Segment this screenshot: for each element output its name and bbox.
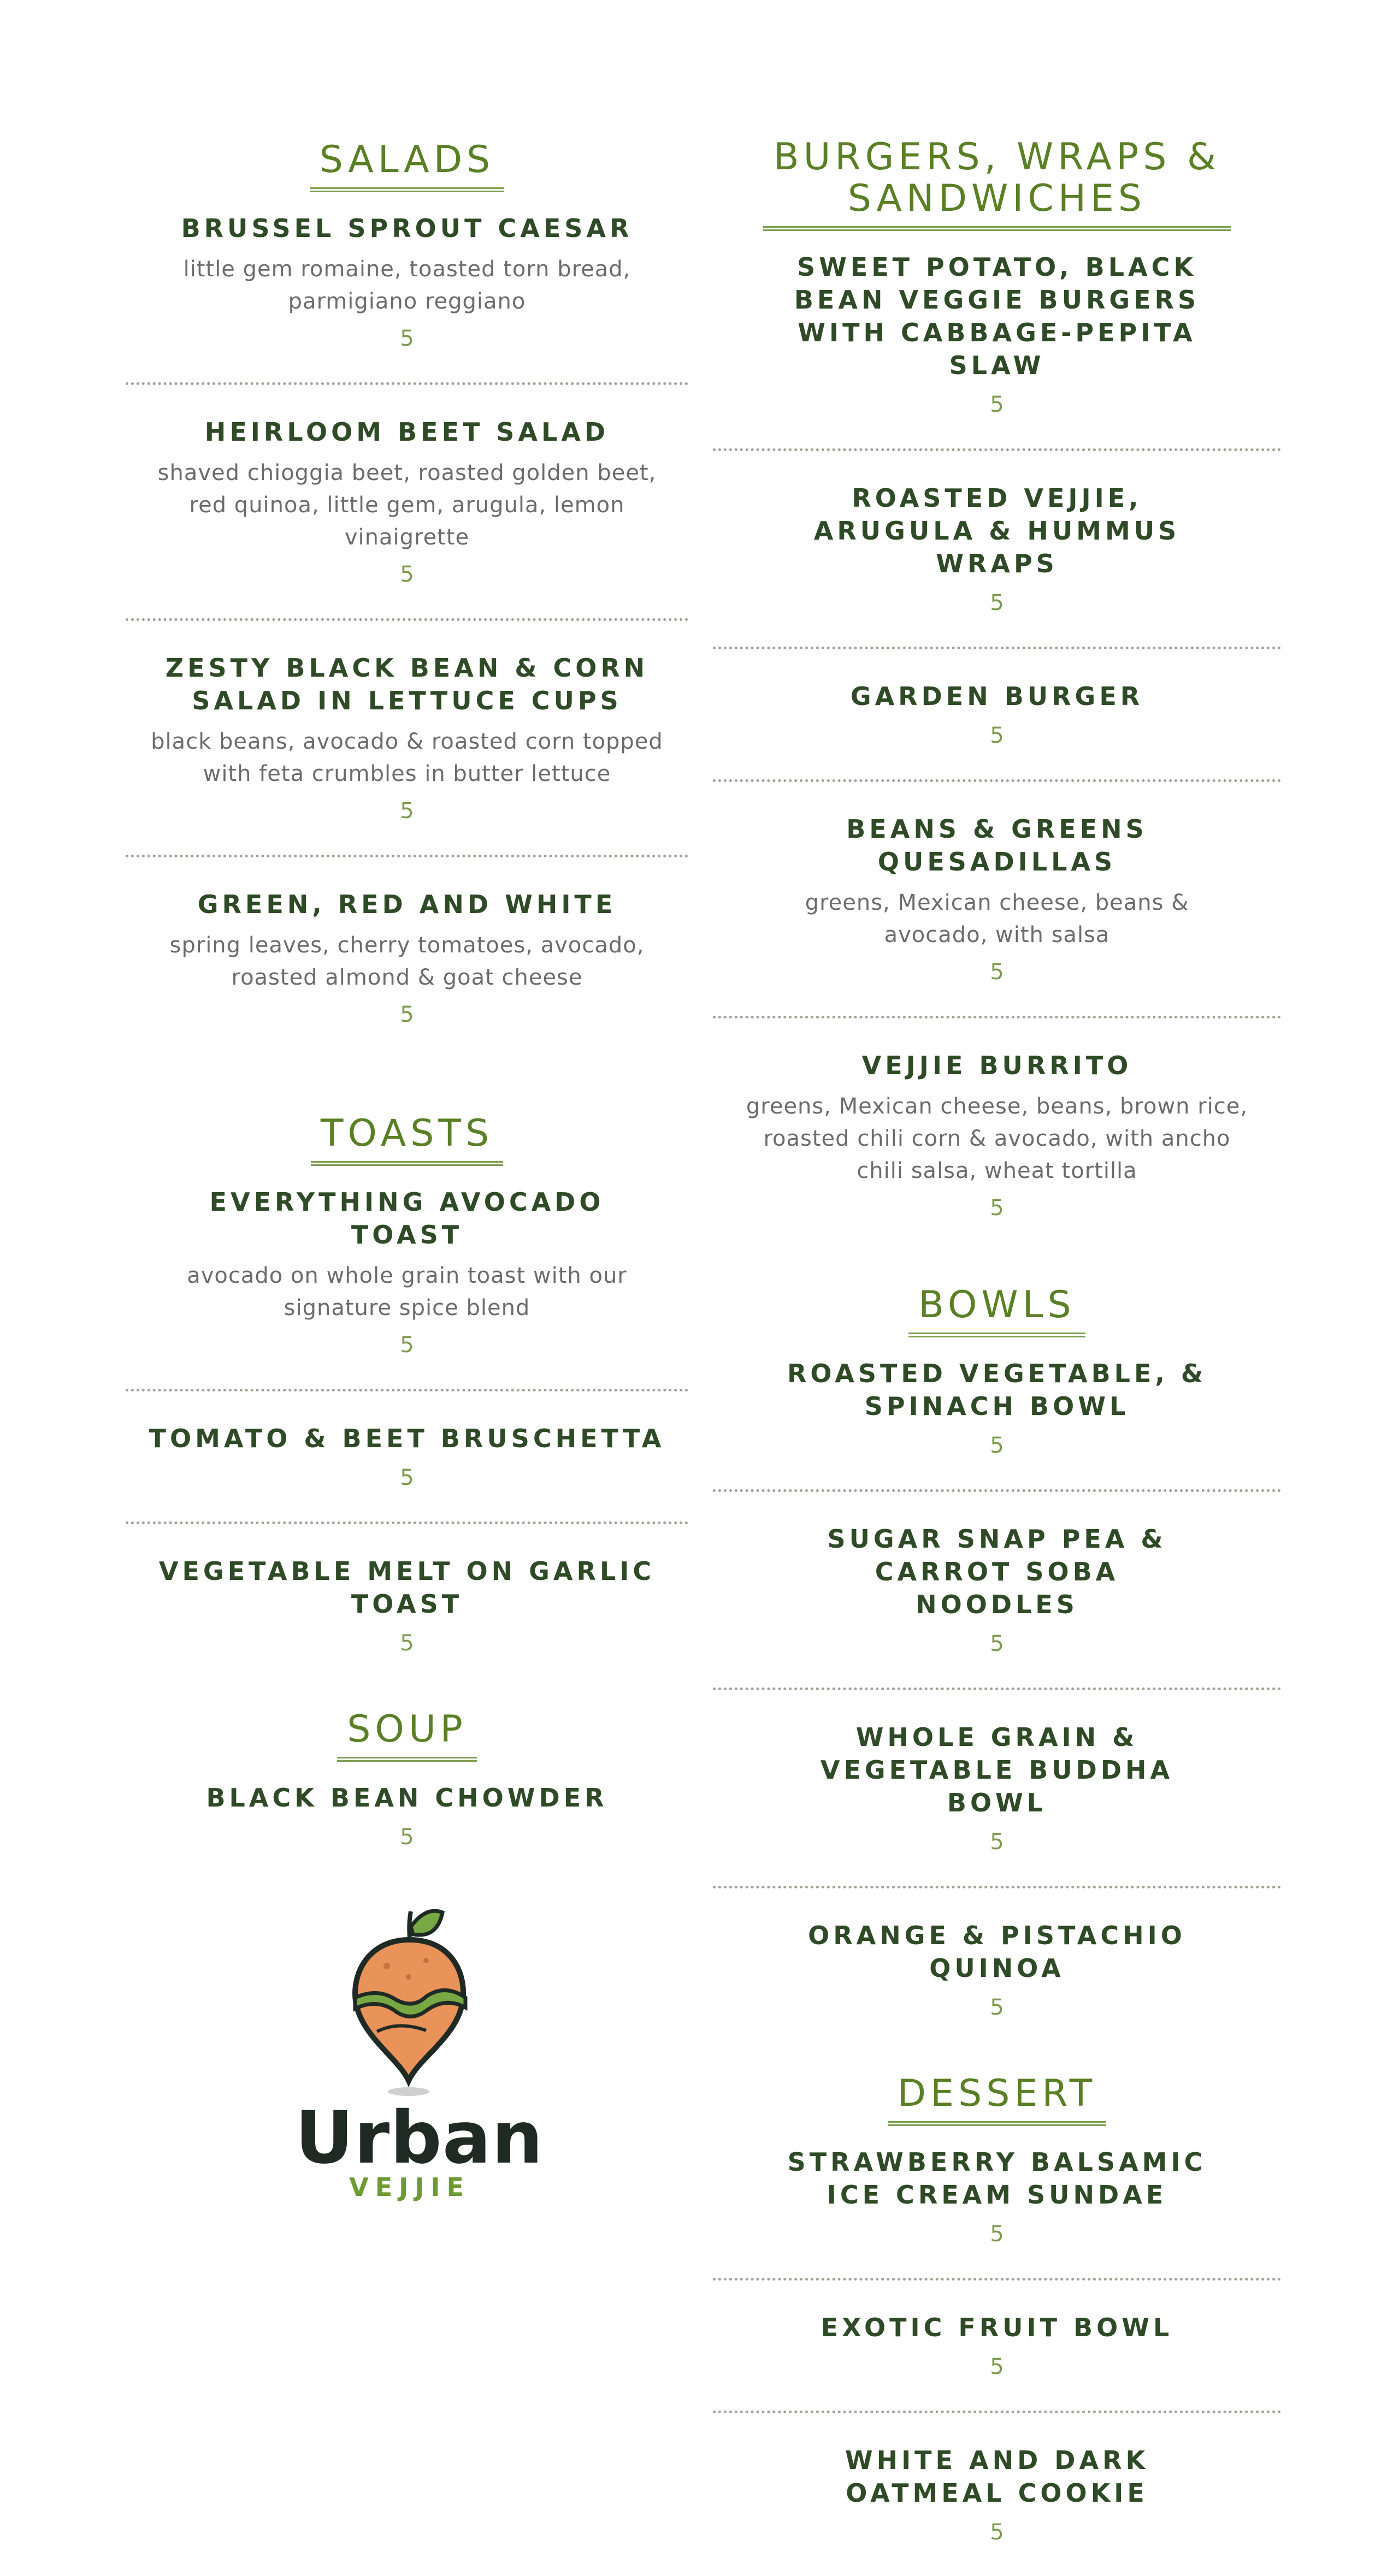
item-price: 5: [990, 1829, 1004, 1855]
item-price: 5: [990, 1433, 1004, 1458]
menu-item: [126, 192, 688, 385]
item-price: 5: [990, 590, 1004, 615]
logo-wordmark: Urban: [295, 2096, 544, 2180]
right-column: [713, 137, 1281, 2576]
item-name: ORANGE & PISTACHIO QUINOA: [808, 1921, 1186, 1983]
item-name: EXOTIC FRUIT BOWL: [821, 2313, 1173, 2342]
menu-item: [713, 1337, 1281, 1492]
item-price: 5: [990, 960, 1004, 985]
menu-item: [713, 1888, 1281, 2051]
section-dessert: [713, 2073, 1281, 2576]
section-title: BOWLS: [908, 1284, 1085, 1337]
item-name: GREEN, RED AND WHITE: [197, 890, 617, 919]
item-price: 5: [400, 326, 414, 351]
item-price: 5: [990, 2222, 1004, 2247]
item-description: avocado on whole grain toast with our signature spice blend: [187, 1263, 627, 1320]
item-name: STRAWBERRY BALSAMIC ICE CREAM SUNDAE: [787, 2147, 1207, 2210]
section-title: TOASTS: [311, 1113, 503, 1166]
item-price: 5: [990, 1631, 1004, 1656]
left-column: [126, 139, 688, 1881]
brand-logo: [295, 1900, 544, 2206]
logo-subtitle: VEJJIE: [349, 2172, 470, 2202]
item-description: spring leaves, cherry tomatoes, avocado, roasted almond & goat cheese: [169, 933, 645, 990]
item-name: HEIRLOOM BEET SALAD: [204, 417, 610, 447]
item-price: 5: [990, 1195, 1004, 1221]
section-title: SALADS: [310, 139, 504, 192]
item-price: 5: [400, 1631, 414, 1656]
item-price: 5: [400, 1825, 414, 1850]
menu-item: [713, 2126, 1281, 2281]
menu-item: [126, 1762, 688, 1881]
item-description: greens, Mexican cheese, beans, brown rice, roasted chili corn & avocado, with ancho chili salsa, wheat tortilla: [746, 1094, 1248, 1183]
item-name: EVERYTHING AVOCADO TOAST: [209, 1187, 605, 1249]
item-name: WHOLE GRAIN & VEGETABLE BUDDHA BOWL: [820, 1722, 1174, 1817]
item-name: SWEET POTATO, BLACK BEAN VEGGIE BURGERS WITH CABBAGE-PEPITA SLAW: [794, 252, 1200, 380]
item-price: 5: [990, 1995, 1004, 2020]
item-name: VEGETABLE MELT ON GARLIC TOAST: [158, 1556, 656, 1619]
menu-item: [126, 621, 688, 857]
item-name: GARDEN BURGER: [850, 682, 1144, 711]
menu-item: [713, 451, 1281, 649]
menu-item: [713, 1492, 1281, 1690]
item-name: SUGAR SNAP PEA & CARROT SOBA NOODLES: [827, 1524, 1167, 1619]
section-bowls: [713, 1284, 1281, 2051]
menu-item: [713, 1690, 1281, 1888]
item-price: 5: [400, 798, 414, 824]
section-title: DESSERT: [888, 2073, 1106, 2126]
item-price: 5: [990, 2520, 1004, 2545]
item-name: WHITE AND DARK OATMEAL COOKIE: [845, 2445, 1149, 2508]
item-name: VEJJIE BURRITO: [861, 1051, 1132, 1080]
menu-item: [713, 2413, 1281, 2576]
item-description: greens, Mexican cheese, beans & avocado, with salsa: [805, 890, 1189, 948]
section-salads: [126, 139, 688, 1058]
item-price: 5: [990, 2354, 1004, 2379]
item-price: 5: [990, 392, 1004, 417]
menu-item: [126, 1391, 688, 1524]
item-name: ROASTED VEGETABLE, & SPINACH BOWL: [787, 1359, 1207, 1421]
item-price: 5: [990, 723, 1004, 748]
menu-item: [713, 782, 1281, 1018]
item-name: BEANS & GREENS QUESADILLAS: [846, 814, 1148, 877]
menu-item: [713, 2281, 1281, 2413]
menu-item: [126, 1524, 688, 1687]
item-description: shaved chioggia beet, roasted golden beet, red quinoa, little gem, arugula, lemon vinaigrette: [157, 460, 657, 550]
section-burgers-wraps-sandwiches: [713, 137, 1281, 1252]
item-description: black beans, avocado & roasted corn topped with feta crumbles in butter lettuce: [151, 729, 663, 786]
menu-item: [126, 385, 688, 621]
menu-item: [713, 231, 1281, 451]
menu-item: [713, 649, 1281, 782]
item-name: ZESTY BLACK BEAN & CORN SALAD IN LETTUCE CUPS: [165, 653, 649, 715]
item-name: ROASTED VEJJIE, ARUGULA & HUMMUS WRAPS: [813, 483, 1180, 578]
item-name: BRUSSEL SPROUT CAESAR: [181, 214, 633, 243]
item-price: 5: [400, 1002, 414, 1027]
item-name: BLACK BEAN CHOWDER: [206, 1783, 608, 1813]
menu-item: [126, 857, 688, 1058]
menu-item: [713, 1018, 1281, 1252]
section-title: BURGERS, WRAPS & SANDWICHES: [763, 137, 1231, 231]
carrot-pin-icon: [344, 1900, 475, 2097]
menu-item: [126, 1166, 688, 1391]
section-soup: [126, 1709, 688, 1881]
section-title: SOUP: [337, 1709, 476, 1762]
item-name: TOMATO & BEET BRUSCHETTA: [149, 1424, 665, 1453]
item-description: little gem romaine, toasted torn bread, parmigiano reggiano: [183, 257, 631, 314]
section-toasts: [126, 1113, 688, 1687]
item-price: 5: [400, 1465, 414, 1490]
item-price: 5: [400, 562, 414, 587]
item-price: 5: [400, 1333, 414, 1358]
